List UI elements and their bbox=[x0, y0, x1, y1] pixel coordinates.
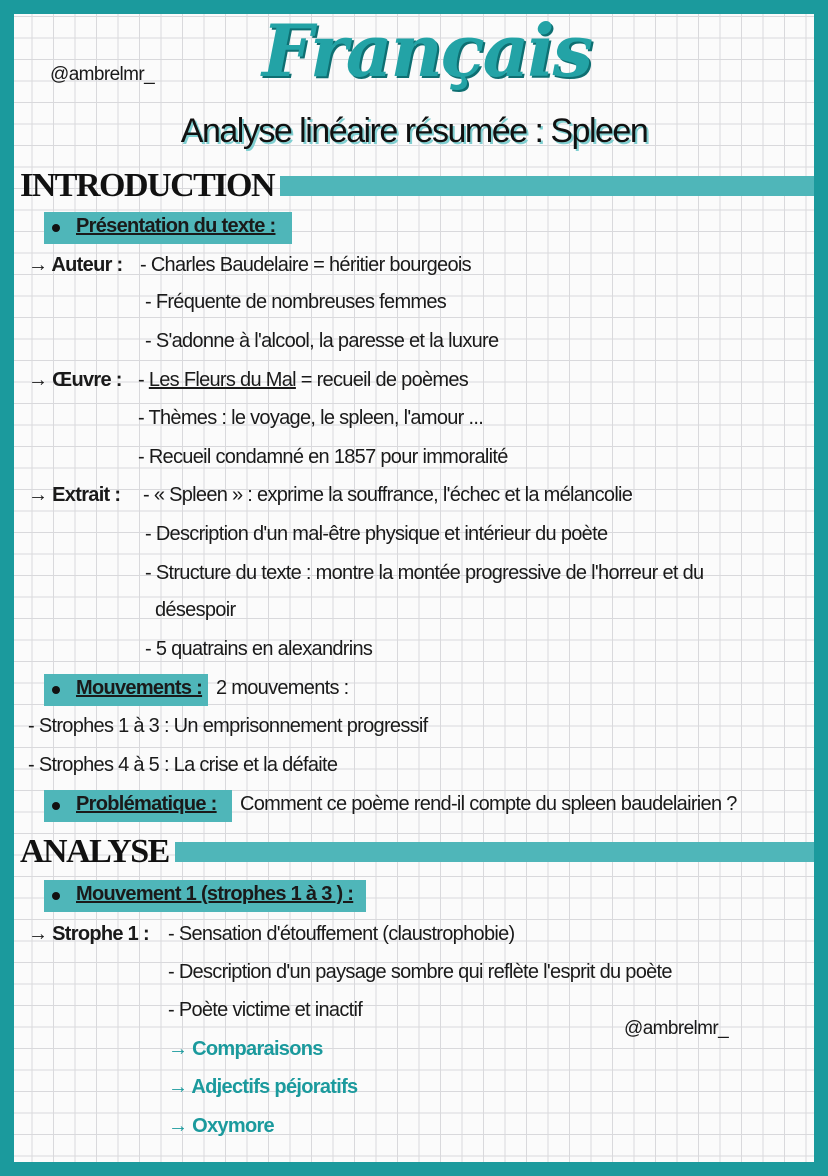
mouvement1-label: Mouvement 1 (strophes 1 à 3 ) : bbox=[76, 883, 354, 905]
auteur-line: - Fréquente de nombreuses femmes bbox=[145, 291, 447, 313]
bullet-icon bbox=[52, 802, 60, 810]
strophe1-label: → Strophe 1 : bbox=[28, 923, 149, 945]
strophe1-point: → Adjectifs péjoratifs bbox=[168, 1076, 358, 1098]
intro-heading: INTRODUCTION bbox=[20, 167, 275, 204]
bullet-icon bbox=[52, 686, 60, 694]
problematique-label: Problématique : bbox=[76, 793, 217, 815]
bullet-icon bbox=[52, 892, 60, 900]
extrait-line: - Structure du texte : montre la montée progressive de l'horreur et du bbox=[145, 562, 704, 584]
intro-heading-row bbox=[20, 166, 814, 206]
mouvement-line: - Strophes 4 à 5 : La crise et la défaite bbox=[28, 754, 338, 776]
auteur-label: → Auteur : bbox=[28, 254, 123, 276]
strophe1-line: - Description d'un paysage sombre qui reflète l'esprit du poète bbox=[168, 961, 672, 983]
extrait-line: désespoir bbox=[155, 599, 236, 621]
strophe1-point: → Comparaisons bbox=[168, 1038, 323, 1060]
auteur-label-text: Auteur : bbox=[51, 254, 123, 276]
extrait-line: - « Spleen » : exprime la souffrance, l'échec et la mélancolie bbox=[143, 484, 633, 506]
analyse-heading: ANALYSE bbox=[20, 833, 169, 870]
analyse-heading-row bbox=[20, 832, 814, 872]
extrait-label-text: Extrait : bbox=[52, 484, 121, 506]
problematique-value: Comment ce poème rend-il compte du spleen baudelairien ? bbox=[240, 793, 737, 815]
author-handle: @ambrelmr_ bbox=[50, 64, 155, 85]
book-title: Les Fleurs du Mal bbox=[148, 369, 296, 391]
presentation-label: Présentation du texte : bbox=[76, 215, 276, 237]
oeuvre-label-text: Œuvre : bbox=[52, 369, 122, 391]
oeuvre-line: - Les Fleurs du Mal = recueil de poèmes bbox=[138, 369, 469, 391]
heading-bar bbox=[175, 842, 814, 862]
oeuvre-line: - Thèmes : le voyage, le spleen, l'amour ... bbox=[138, 407, 484, 429]
oeuvre-label: → Œuvre : bbox=[28, 369, 122, 391]
strophe1-line: - Sensation d'étouffement (claustrophobie) bbox=[168, 923, 515, 945]
page-title: Français bbox=[262, 8, 592, 93]
extrait-label: → Extrait : bbox=[28, 484, 121, 506]
mouvements-value: 2 mouvements : bbox=[216, 677, 349, 699]
strophe1-label-text: Strophe 1 : bbox=[52, 923, 149, 945]
extrait-line: - Description d'un mal-être physique et intérieur du poète bbox=[145, 523, 608, 545]
heading-bar bbox=[280, 176, 814, 196]
auteur-line: - Charles Baudelaire = héritier bourgeois bbox=[140, 254, 471, 276]
author-handle-bottom: @ambrelmr_ bbox=[624, 1018, 729, 1039]
strophe1-point: → Oxymore bbox=[168, 1115, 274, 1137]
strophe1-line: - Poète victime et inactif bbox=[168, 999, 363, 1021]
page-subtitle: Analyse linéaire résumée : Spleen bbox=[180, 112, 648, 150]
oeuvre-line: - Recueil condamné en 1857 pour immoralité bbox=[138, 446, 508, 468]
mouvements-label: Mouvements : bbox=[76, 677, 203, 699]
oeuvre-rest: = recueil de poèmes bbox=[295, 369, 469, 391]
auteur-line: - S'adonne à l'alcool, la paresse et la luxure bbox=[145, 330, 499, 352]
mouvement-line: - Strophes 1 à 3 : Un emprisonnement progressif bbox=[28, 715, 428, 737]
extrait-line: - 5 quatrains en alexandrins bbox=[145, 638, 373, 660]
bullet-icon bbox=[52, 224, 60, 232]
